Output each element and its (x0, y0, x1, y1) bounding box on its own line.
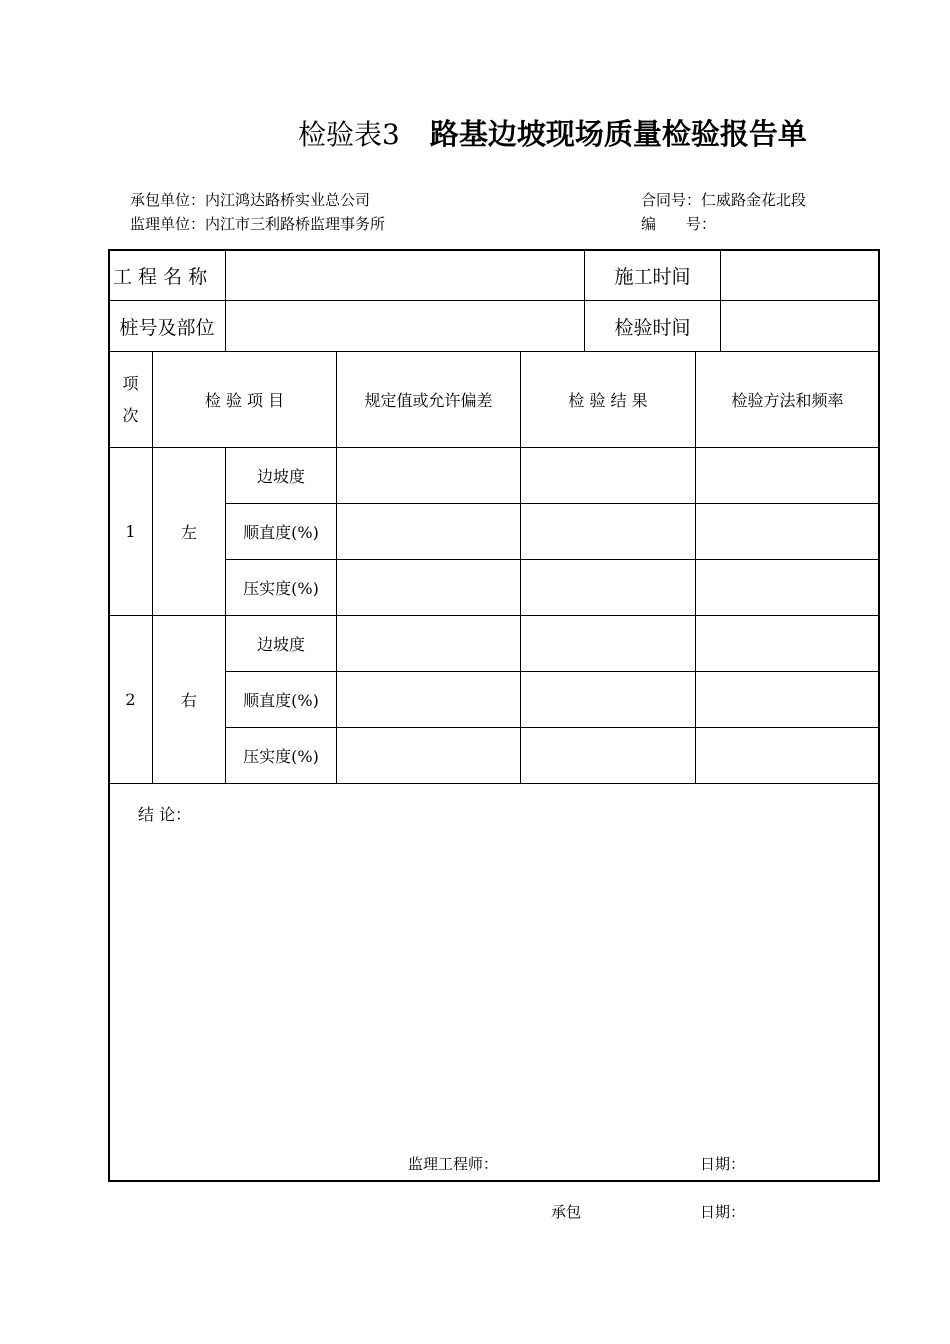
serial-no-line (641, 213, 716, 234)
item-no-header-line1: 项 (122, 373, 139, 393)
station-label: 桩号及部位 (119, 316, 215, 339)
group-2-item-slope: 边坡度 (256, 635, 305, 654)
contractor-value: 内江鸿达路桥实业总公司 (205, 191, 371, 209)
project-name-field[interactable] (226, 250, 584, 300)
row-divider (109, 783, 879, 784)
contractor-sign-label: 承包 (551, 1203, 582, 1221)
supervising-engineer-label: 监理工程师： (408, 1155, 499, 1173)
supervisor-label: 监理单位： (130, 215, 206, 233)
serial-no-label: 编 号： (641, 215, 717, 233)
group-2-side: 右 (180, 691, 197, 710)
group-2-item-straightness: 顺直度(%) (243, 691, 319, 710)
project-name-label: 工 程 名 称 (113, 265, 208, 288)
title-main: 路基边坡现场质量检验报告单 (429, 117, 807, 151)
contract-no-value: 仁威路金花北段 (701, 191, 807, 209)
method-frequency-header: 检验方法和频率 (731, 391, 844, 410)
group-1-item-compaction: 压实度(%) (243, 579, 319, 598)
specified-value-header: 规定值或允许偏差 (364, 391, 493, 410)
station-field[interactable] (226, 301, 584, 351)
construction-time-label: 施工时间 (614, 265, 691, 288)
group-1-no: 1 (125, 522, 136, 541)
contract-no-label: 合同号： (641, 191, 702, 209)
inspection-time-label: 检验时间 (614, 316, 691, 339)
document-title (298, 112, 807, 156)
group-2-item-compaction: 压实度(%) (243, 747, 319, 766)
conclusion-label: 结 论： (138, 805, 192, 824)
footer-date-label: 日期： (700, 1203, 746, 1221)
title-prefix: 检验表3 (298, 118, 400, 151)
inspection-time-field[interactable] (721, 301, 879, 351)
group-1-item-slope: 边坡度 (256, 467, 305, 486)
conclusion-date-label: 日期： (700, 1155, 746, 1173)
group-1-item-straightness: 顺直度(%) (243, 523, 319, 542)
supervisor-value: 内江市三利路桥监理事务所 (205, 215, 386, 233)
inspection-item-header: 检 验 项 目 (204, 391, 285, 410)
item-no-header-line2: 次 (122, 405, 139, 425)
inspection-result-header: 检 验 结 果 (568, 391, 648, 410)
construction-time-field[interactable] (721, 250, 879, 300)
contract-no-line (641, 189, 806, 210)
supervisor-line (130, 213, 385, 234)
item-no-header (109, 352, 152, 447)
contractor-label: 承包单位： (130, 191, 206, 209)
group-1-side: 左 (180, 523, 197, 542)
contractor-line (130, 189, 370, 210)
group-2-no: 2 (125, 690, 136, 709)
